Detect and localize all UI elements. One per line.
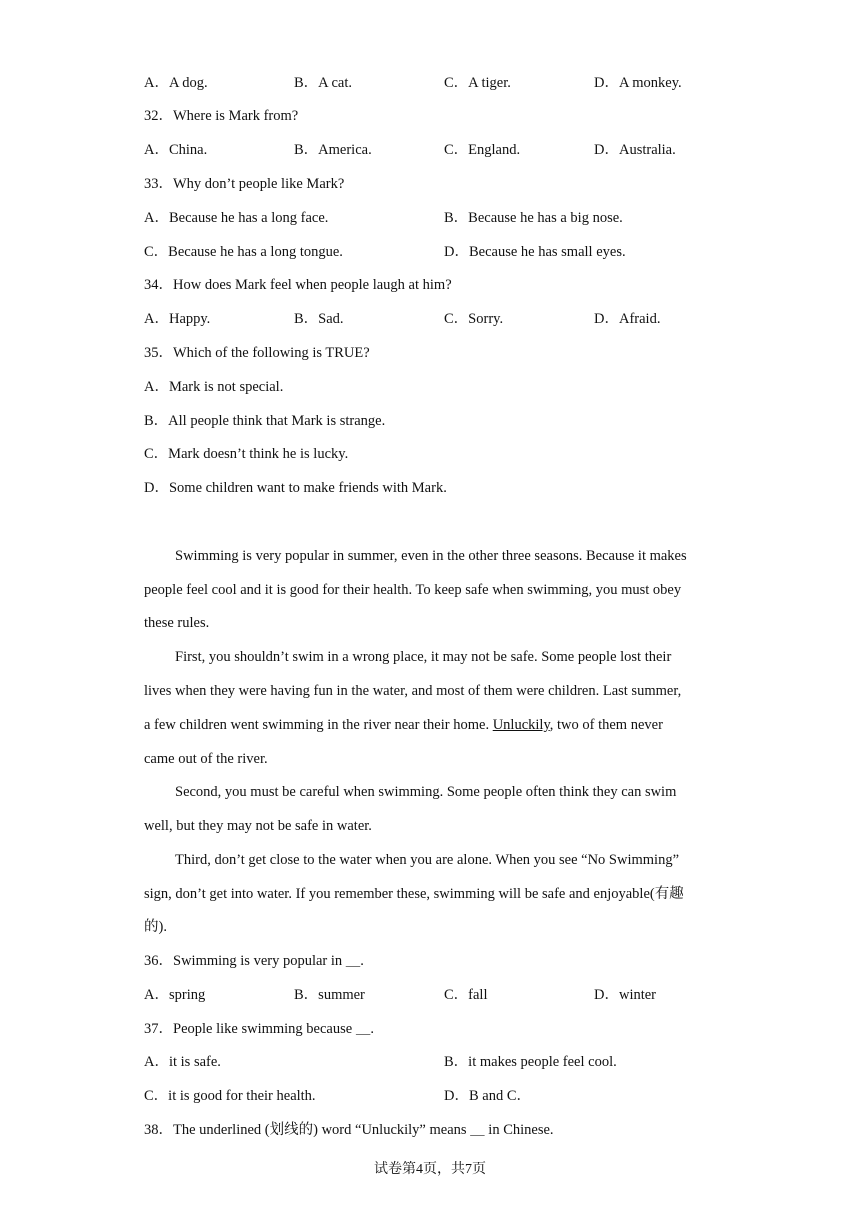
q35-option-c: C．Mark doesn’t think he is lucky. xyxy=(144,446,349,462)
q32-option-c: C．England. xyxy=(444,142,521,158)
q32-question: 32．Where is Mark from? xyxy=(144,108,299,124)
page-footer: 试卷第4页，共7页 xyxy=(374,1162,486,1177)
passage-p2-line2: lives when they were having fun in the water, and most of them were children. Last summer, xyxy=(144,683,682,699)
q37-option-b: B．it makes people feel cool. xyxy=(444,1054,617,1070)
passage-p2-line1: First, you shouldn’t swim in a wrong place, it may not be safe. Some people lost their xyxy=(175,649,672,665)
q34-option-b: B．Sad. xyxy=(294,311,344,327)
q34-option-c: C．Sorry. xyxy=(444,311,504,327)
underlined-word-unluckily: Unluckily xyxy=(492,717,550,733)
q33-option-b: B．Because he has a big nose. xyxy=(444,210,623,226)
q33-option-c: C．Because he has a long tongue. xyxy=(144,244,343,260)
q31-option-a: A．A dog. xyxy=(144,75,208,91)
q34-option-d: D．Afraid. xyxy=(594,311,661,327)
passage-p1-line1: Swimming is very popular in summer, even in the other three seasons. Because it makes xyxy=(175,548,687,564)
q37-option-a: A．it is safe. xyxy=(144,1054,221,1070)
q35-option-b: B．All people think that Mark is strange. xyxy=(144,413,386,429)
q36-option-b: B．summer xyxy=(294,987,365,1003)
q37-question: 37．People like swimming because ＿. xyxy=(144,1021,374,1037)
q36-option-d: D．winter xyxy=(594,987,657,1003)
q31-option-d: D．A monkey. xyxy=(594,75,682,91)
passage-p4-line1: Third, don’t get close to the water when you are alone. When you see “No Swimming” xyxy=(175,852,680,868)
q32-option-b: B．America. xyxy=(294,142,372,158)
q32-option-d: D．Australia. xyxy=(594,142,676,158)
q36-question: 36．Swimming is very popular in ＿. xyxy=(144,953,364,969)
q34-option-a: A．Happy. xyxy=(144,311,211,327)
q35-question: 35．Which of the following is TRUE? xyxy=(144,345,370,361)
q36-option-c: C．fall xyxy=(444,987,488,1003)
q34-question: 34．How does Mark feel when people laugh at him? xyxy=(144,277,452,293)
q37-option-d: D．B and C． xyxy=(444,1088,531,1104)
q32-option-a: A．China. xyxy=(144,142,208,158)
q33-question: 33．Why don’t people like Mark? xyxy=(144,176,345,192)
passage-p2-line3-before: a few children went swimming in the river near their home. xyxy=(144,717,493,733)
passage-p4-line2: sign, don’t get into water. If you remember these, swimming will be safe and enjoyable(有趣 xyxy=(144,886,684,902)
passage-p3-line2: well, but they may not be safe in water. xyxy=(144,818,372,834)
q35-option-a: A．Mark is not special. xyxy=(144,379,284,395)
q37-option-c: C．it is good for their health. xyxy=(144,1088,316,1104)
q36-option-a: A．spring xyxy=(144,987,206,1003)
q31-option-c: C．A tiger. xyxy=(444,75,511,91)
passage-p1-line3: these rules. xyxy=(144,615,210,631)
q38-question: 38．The underlined (划线的) word “Unluckily” means ＿ in Chinese. xyxy=(144,1122,554,1138)
passage-p1-line2: people feel cool and it is good for their health. To keep safe when swimming, you must obey xyxy=(144,582,682,598)
passage-p2-line3 xyxy=(144,715,714,735)
passage-p2-line3-after: , two of them never xyxy=(549,717,663,733)
q33-option-d: D．Because he has small eyes. xyxy=(444,244,626,260)
q33-option-a: A．Because he has a long face. xyxy=(144,210,329,226)
passage-p3-line1: Second, you must be careful when swimming. Some people often think they can swim xyxy=(175,784,677,800)
q35-option-d: D．Some children want to make friends with Mark. xyxy=(144,480,447,496)
q31-option-b: B．A cat. xyxy=(294,75,352,91)
passage-p2-line4: came out of the river. xyxy=(144,751,268,767)
passage-p4-line3: 的). xyxy=(144,919,167,935)
